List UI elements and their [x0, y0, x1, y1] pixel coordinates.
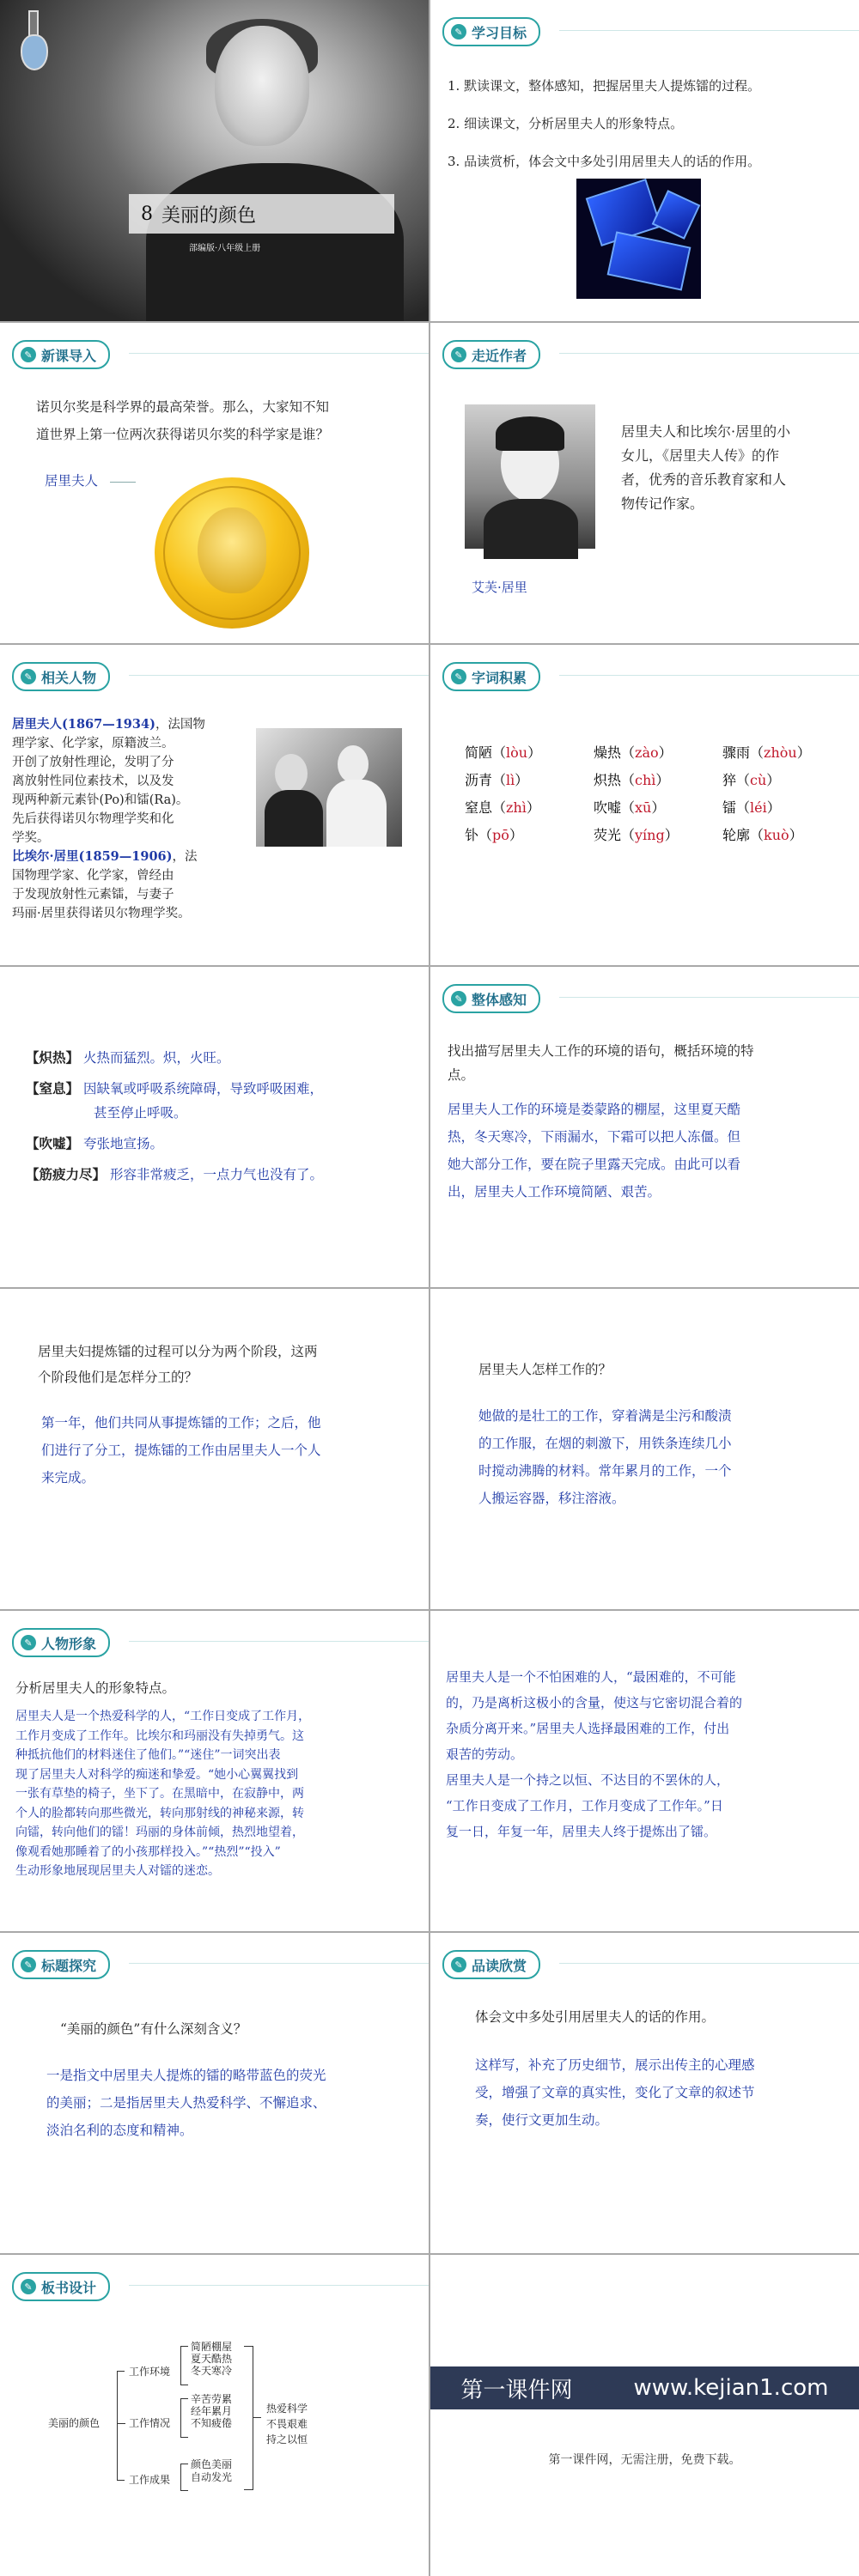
- tag-icon: ✎: [451, 991, 466, 1006]
- slide-objectives: [430, 0, 859, 321]
- slide-author: [430, 323, 859, 643]
- stages-question: 居里夫妇提炼镭的过程可以分为两个阶段，这两 个阶段他们是怎样分工的？: [38, 1344, 318, 1385]
- section-tag: ✎ 品读欣赏: [442, 1950, 540, 1979]
- title-answer: 一是指文中居里夫人提炼的镭的略带蓝色的荧光 的美丽；二是指居里夫人热爱科学、不懈追求、 淡泊名利的态度和精神。: [46, 2068, 326, 2138]
- tag-icon: ✎: [451, 669, 466, 684]
- section-tag: ✎ 整体感知: [442, 984, 540, 1013]
- vocab-cell: 钋（pō）: [465, 826, 523, 843]
- character-answer: 居里夫人是一个热爱科学的人，“工作日变成了工作月， 工作月变成了工作年。比埃尔和玛丽没有失掉勇气。这 种抵抗他们的材料迷住了他们。”“迷住”一词突出表 现了居里夫人对科学的痴迷和挚爱。“她小心翼翼找到 一张有草垫的椅子，坐下了。在黑暗中，在寂静中，两 个人的脸都转向那些微光，转向那射线的神秘来源，转 向镭，转向他们的镭！玛丽的身体前倾，热烈地望着， 像观看她那睡着了的小孩那样投入。”“热烈”“投入” 生动形象地展现居里夫人对镭的迷恋。: [15, 1710, 311, 1878]
- appreciation-answer: 这样写，补充了历史细节，展示出传主的心理感 受，增强了文章的真实性，变化了文章的叙述节 奏，使行文更加生动。: [475, 2057, 755, 2128]
- board-branch: 工作情况: [129, 2417, 171, 2429]
- overall-answer: 居里夫人工作的环境是娄蒙路的棚屋，这里夏天酷 热，冬天寒冷，下雨漏水，下霜可以把人冻僵。但 她大部分工作，要在院子里露天完成。由此可以看 出，居里夫人工作环境简陋、艰苦。: [448, 1102, 741, 1200]
- section-tag: ✎ 人物形象: [12, 1628, 110, 1657]
- lesson-number: 8: [141, 203, 153, 225]
- site-name: 第一课件网: [460, 2377, 573, 2403]
- vocab-cell: 镭（léi）: [722, 799, 781, 816]
- author-description: 居里夫人和比埃尔·居里的小 女儿，《居里夫人传》的作 者，优秀的音乐教育家和人 物传记作家。: [621, 423, 791, 512]
- tag-icon: ✎: [451, 1957, 466, 1972]
- vocab-cell: 窒息（zhì）: [465, 799, 540, 816]
- section-tag: ✎ 相关人物: [12, 662, 110, 691]
- vocab-cell: 沥青（lì）: [465, 771, 529, 788]
- slide-appreciation: [430, 1933, 859, 2253]
- radium-glow-image: [576, 179, 701, 299]
- character-question: 分析居里夫人的形象特点。: [15, 1680, 176, 1696]
- board-trait: 持之以恒: [266, 2433, 308, 2445]
- character-answer-2: 居里夫人是一个不怕困难的人，“最困难的，不可能 的，乃是离析这极小的含量，使这与它密切混合着的 杂质分离开来。”居里夫人选择最困难的工作，付出 艰苦的劳动。 居里夫人是一个持之以恒、不达目的不罢休的人， “工作日变成了工作月，工作月变成了工作年。”日 复一日，年复一年，居里夫人终于提炼出了镭。: [446, 1669, 743, 1839]
- vocab-cell: 猝（cù）: [722, 771, 781, 788]
- slide-character: [0, 1611, 429, 1931]
- slide-word-meanings: [0, 967, 429, 1287]
- slide-stages: [0, 1289, 429, 1609]
- list-item: 【吹嘘】 夸张地宣扬。: [26, 1135, 163, 1151]
- table-row: [465, 765, 851, 793]
- lesson-title: 美丽的颜色: [161, 204, 257, 227]
- site-url[interactable]: www.kejian1.com: [633, 2375, 829, 2401]
- tag-icon: ✎: [21, 2279, 36, 2294]
- vocab-cell: 骤雨（zhòu）: [722, 744, 811, 761]
- list-item: 【筋疲力尽】 形容非常疲乏，一点力气也没有了。: [26, 1166, 323, 1182]
- board-trait: 不畏艰难: [266, 2418, 308, 2430]
- table-row: [465, 820, 851, 848]
- section-tag: ✎ 新课导入: [12, 340, 110, 369]
- vocab-cell: 轮廓（kuò）: [722, 826, 803, 843]
- tag-icon: ✎: [21, 1635, 36, 1650]
- board-branch: 工作成果: [129, 2474, 171, 2486]
- tag-icon: ✎: [21, 347, 36, 362]
- section-tag: ✎ 走近作者: [442, 340, 540, 369]
- board-branch: 工作环境: [129, 2366, 171, 2378]
- table-row: [465, 738, 851, 765]
- slide-how-work: [430, 1289, 859, 1609]
- lesson-title-bar: [129, 194, 394, 234]
- author-photo: [465, 404, 595, 549]
- portrait-body: [146, 163, 404, 321]
- work-answer: 她做的是壮工的工作，穿着满是尘污和酸渍 的工作服，在烟的刺激下，用铁条连续几小 时搅动沸腾的材料。常年累月的工作，一个 人搬运容器，移注溶液。: [478, 1408, 732, 1506]
- vocabulary-table: [465, 738, 851, 848]
- flask-icon: [21, 34, 48, 70]
- objective-item: 2. 细读课文，分析居里夫人的形象特点。: [448, 116, 684, 131]
- meanings-list: 【炽热】 火热而猛烈。炽，火旺。 【窒息】 因缺氧或呼吸系统障碍，导致呼吸困难， 甚至停止呼吸。 【吹嘘】 夸张地宣扬。 【筋疲力尽】 形容非常疲乏，一点力气也没有了。: [26, 1046, 323, 1187]
- section-tag: ✎ 板书设计: [12, 2272, 110, 2301]
- objective-item: 3. 品读赏析，体会文中多处引用居里夫人的话的作用。: [448, 154, 761, 169]
- table-row: [465, 793, 851, 820]
- tag-icon: ✎: [451, 24, 466, 39]
- overall-question: 找出描写居里夫人工作的环境的语句，概括环境的特 点。: [448, 1043, 754, 1083]
- objectives-list: [448, 67, 760, 180]
- intro-question: 诺贝尔奖是科学界的最高荣誉。那么，大家知不知: [36, 399, 330, 415]
- list-item: 【窒息】 因缺氧或呼吸系统障碍，导致呼吸困难，: [26, 1080, 323, 1097]
- slide-character-2: [430, 1611, 859, 1931]
- title-question: “美丽的颜色”有什么深刻含义？: [60, 2021, 247, 2037]
- appreciation-question: 体会文中多处引用居里夫人的话的作用。: [475, 2009, 716, 2025]
- slide-overall: [430, 967, 859, 1287]
- slide-board-design: [0, 2255, 429, 2576]
- vocab-cell: 炽热（chì）: [594, 771, 670, 788]
- section-tag: ✎ 标题探究: [12, 1950, 110, 1979]
- stages-answer: 第一年，他们共同从事提炼镭的工作；之后，他 们进行了分工，提炼镭的工作由居里夫人一个人 来完成。: [41, 1415, 321, 1485]
- nobel-medal-image: [155, 477, 309, 629]
- vocab-cell: 吹嘘（xū）: [594, 799, 666, 816]
- intro-question: 道世界上第一位两次获得诺贝尔奖的科学家是谁？: [36, 427, 330, 442]
- vocab-cell: 燥热（zào）: [594, 744, 673, 761]
- work-question: 居里夫人怎样工作的？: [478, 1362, 612, 1377]
- site-note: 第一课件网，无需注册，免费下载。: [548, 2453, 741, 2467]
- board-diagram: 美丽的颜色 工作环境 工作情况 工作成果 简陋棚屋 夏天酷热 冬天寒冷 辛苦劳累 经年累月 不知疲倦 颜色美丽 自动发光 热爱科学 不畏艰难 持之以恒: [0, 2255, 429, 2576]
- slide-title-meaning: [0, 1933, 429, 2253]
- vocab-cell: 简陋（lòu）: [465, 744, 542, 761]
- vocab-cell: 荧光（yíng）: [594, 826, 679, 843]
- list-item: 【炽热】 火热而猛烈。炽，火旺。: [26, 1049, 230, 1066]
- people-text: 居里夫人(1867—1934)，法国物 理学家、化学家，原籍波兰。 开创了放射性理论，发明了分 离放射性同位素技术，以及发 现两种新元素钋(Po)和镭(Ra)。 先后获得诺贝尔物理学奖和化 学奖。 比埃尔·居里(1859—1906)，法 国物理学家、化学家，曾经由 于发现放射性元素镭，与妻子 玛丽·居里获得诺贝尔物理学奖。: [12, 717, 205, 920]
- slide-intro: [0, 323, 429, 643]
- lesson-subtitle: 部编版·八年级上册: [189, 244, 261, 253]
- slide-title: [0, 0, 429, 321]
- portrait-face: [215, 26, 309, 146]
- tag-icon: ✎: [21, 669, 36, 684]
- author-caption: 艾芙·居里: [472, 580, 527, 595]
- board-root: 美丽的颜色: [48, 2417, 101, 2429]
- curie-couple-photo: [256, 728, 402, 847]
- intro-answer: 居里夫人: [45, 473, 99, 489]
- slide-vocabulary: [430, 645, 859, 965]
- section-tag: ✎ 学习目标: [442, 17, 540, 46]
- tag-icon: ✎: [21, 1957, 36, 1972]
- site-banner: [430, 2366, 859, 2409]
- objective-item: 1. 默读课文，整体感知，把握居里夫人提炼镭的过程。: [448, 78, 761, 94]
- slide-related-people: [0, 645, 429, 965]
- section-tag: ✎ 字词积累: [442, 662, 540, 691]
- tag-icon: ✎: [451, 347, 466, 362]
- board-trait: 热爱科学: [266, 2403, 308, 2415]
- slide-footer: [430, 2255, 859, 2576]
